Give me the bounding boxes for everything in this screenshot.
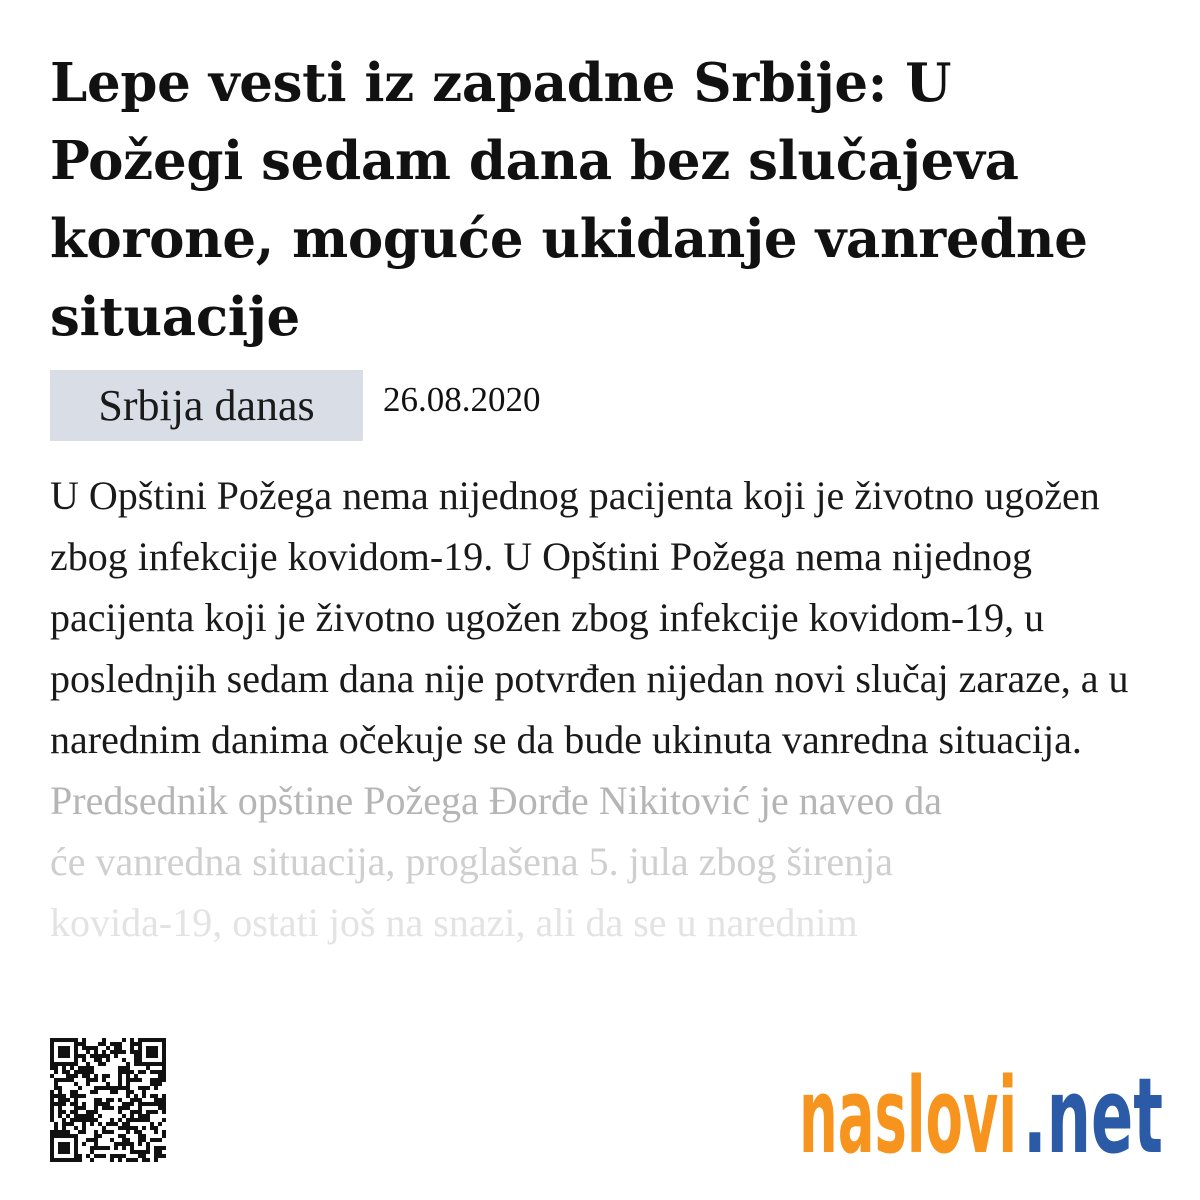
article-title[interactable]: Lepe vesti iz zapadne Srbije: U Požegi sedam dana bez slučajeva korone, moguće ukidanje vanredne situacije: [50, 52, 1088, 348]
article-excerpt: [50, 465, 1160, 1010]
faded-line-1: Predsednik opštine Požega Đorđe Nikitović je naveo da: [50, 778, 942, 823]
faded-line-3: kovida-19, ostati još na snazi, ali da se u narednim: [50, 900, 858, 945]
svg-text:.net: .net: [1023, 1055, 1163, 1177]
source-badge[interactable]: Srbija danas: [50, 370, 363, 441]
article-body-text: U Opštini Požega nema nijednog pacijenta koji je životno ugožen zbog infekcije kovidom-19. U Opštini Požega nema nijednog pacijenta koji je životno ugožen zbog infekcije kovidom-19, u poslednjih sedam dana nije potvrđen nijedan novi slučaj zaraze, a u narednim danima očekuje se da bude ukinuta vanredna situacija.: [50, 473, 1129, 762]
article-body-faded: [50, 770, 1160, 953]
qr-code-icon[interactable]: [50, 1038, 166, 1162]
publish-date: 26.08.2020: [383, 380, 541, 419]
naslovi-net-logo[interactable]: [797, 1055, 1167, 1177]
svg-text:naslovi: naslovi: [799, 1055, 1017, 1177]
faded-line-2: će vanredna situacija, proglašena 5. jula zbog širenja: [50, 839, 893, 884]
